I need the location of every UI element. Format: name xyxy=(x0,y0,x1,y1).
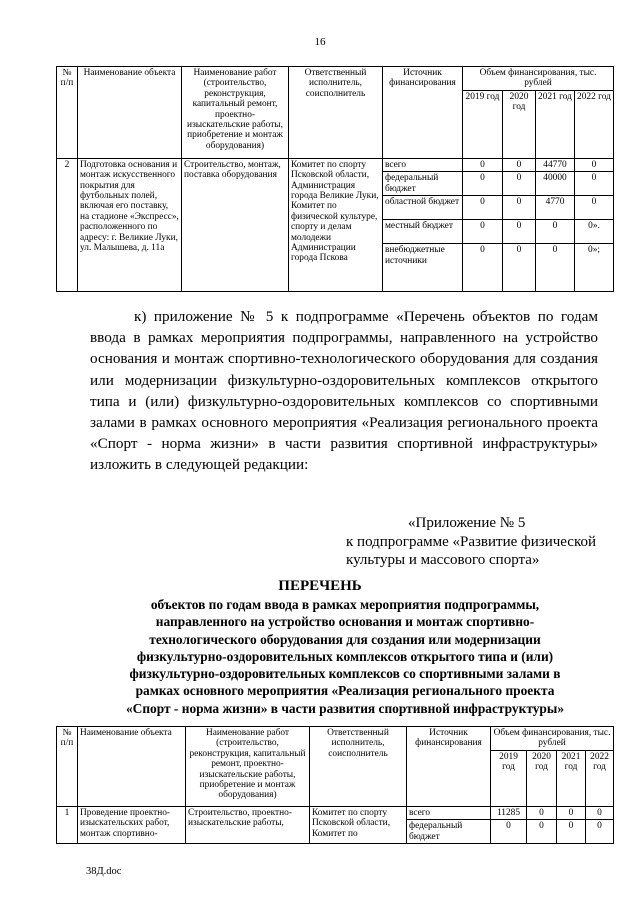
list-title: ПЕРЕЧЕНЬ xyxy=(278,578,362,594)
value-cell: 0 xyxy=(536,220,575,244)
header-num: № п/п xyxy=(57,67,78,159)
header-year: 2019 год xyxy=(491,750,527,806)
value-cell: 0 xyxy=(557,820,586,844)
row-object: Подготовка основания и монтаж искусственного покрытия для футбольных полей, включая его поставку, на стадионе «Экспресс», расположенного по адресу: г. Великие Луки, ул. Малышева, д. 11а xyxy=(78,158,182,291)
value-cell: 0 xyxy=(463,220,503,244)
body-paragraph: к) приложение № 5 к подпрограмме «Перечень объектов по годам ввода в рамках мероприятия подпрограммы, направленного на устройство основания и монтаж спортивно-технологического оборудования для создания или модернизации физкультурно-оздоровительных комплексов открытого типа и (или) физкультурно-оздоровительных комплексов со спортивными залами в рамках основного мероприятия «Реализация регионального проекта «Спорт - норма жизни» в части развития спортивной инфраструктуры» изложить в следующей редакции: xyxy=(90,308,598,474)
value-cell: 0 xyxy=(463,196,503,220)
subtitle-line: технологического оборудования для создания или модернизации xyxy=(149,631,541,647)
row-responsible: Комитет по спорту Псковской области, Администрация города Великие Луки, Комитет по физической культуре, спорту и делам молодежи Администрации города Пскова xyxy=(289,158,383,291)
source-name: местный бюджет xyxy=(383,220,463,244)
footer-filename: 38Д.doc xyxy=(86,866,122,877)
row-works: Строительство, монтаж, поставка оборудования xyxy=(182,158,289,291)
value-cell: 0 xyxy=(503,172,536,196)
value-cell: 0 xyxy=(575,158,614,171)
value-cell: 44770 xyxy=(536,158,575,171)
header-responsible: Ответственный исполнитель, соисполнитель xyxy=(310,727,407,807)
page-number: 16 xyxy=(314,36,326,48)
source-name: всего xyxy=(383,158,463,171)
header-num: № п/п xyxy=(57,727,78,807)
header-year: 2021 год xyxy=(557,750,586,806)
source-name: всего xyxy=(407,806,491,819)
value-cell: 11285 xyxy=(491,806,527,819)
appendix-line: культуры и массового спорта» xyxy=(346,552,540,569)
header-source: Источник финансирования xyxy=(383,67,463,159)
header-year: 2020 год xyxy=(503,90,536,158)
value-cell: 0 xyxy=(491,820,527,844)
value-cell: 0 xyxy=(503,220,536,244)
value-cell: 0 xyxy=(463,172,503,196)
value-cell: 0 xyxy=(463,158,503,171)
value-cell: 0 xyxy=(463,244,503,292)
header-source: Источник финансирования xyxy=(407,727,491,807)
subtitle-line: направленного на устройство основания и монтаж спортивно- xyxy=(155,614,535,630)
list-subtitle xyxy=(80,596,610,717)
row-works: Строительство, проектно-изыскательские работы, xyxy=(186,806,310,843)
header-year: 2022 год xyxy=(586,750,614,806)
header-volume: Объем финансирования, тыс. рублей xyxy=(463,67,614,91)
header-object: Наименование объекта xyxy=(78,67,182,159)
subtitle-line: физкультурно-оздоровительных комплексов со спортивными залами в xyxy=(129,666,561,682)
value-cell: 40000 xyxy=(536,172,575,196)
source-name: областной бюджет xyxy=(383,196,463,220)
header-works: Наименование работ (строительство, реконструкция, капитальный ремонт, проектно-изыскательские работы, приобретение и монтаж оборудования) xyxy=(182,67,289,159)
header-year: 2020 год xyxy=(527,750,557,806)
header-year: 2019 год xyxy=(463,90,503,158)
source-name: федеральный бюджет xyxy=(407,820,491,844)
header-year: 2022 год xyxy=(575,90,614,158)
value-cell: 0 xyxy=(527,806,557,819)
appendix-heading xyxy=(346,514,606,570)
value-cell: 0»; xyxy=(575,244,614,292)
subtitle-line: «Спорт - норма жизни» в части развития спортивной инфраструктуры» xyxy=(125,700,565,716)
source-name: федеральный бюджет xyxy=(383,172,463,196)
header-volume: Объем финансирования, тыс. рублей xyxy=(491,727,614,751)
value-cell: 0 xyxy=(503,244,536,292)
header-year: 2021 год xyxy=(536,90,575,158)
row-num: 1 xyxy=(57,806,78,843)
value-cell: 0 xyxy=(586,820,614,844)
value-cell: 0 xyxy=(557,806,586,819)
appendix-line: «Приложение № 5 xyxy=(408,515,526,531)
value-cell: 0». xyxy=(575,220,614,244)
source-name: внебюджетные источники xyxy=(383,244,463,292)
value-cell: 0 xyxy=(503,158,536,171)
value-cell: 0 xyxy=(536,244,575,292)
table-row xyxy=(57,806,614,819)
subtitle-line: физкультурно-оздоровительных комплексов открытого типа и (или) xyxy=(136,648,554,664)
appendix-line: к подпрограмме «Развитие физической xyxy=(346,533,597,550)
value-cell: 0 xyxy=(586,806,614,819)
header-responsible: Ответственный исполнитель, соисполнитель xyxy=(289,67,383,159)
row-responsible: Комитет по спорту Псковской области, Комитет по xyxy=(310,806,407,843)
financing-table-top xyxy=(56,66,614,292)
subtitle-line: объектов по годам ввода в рамках мероприятия подпрограммы, xyxy=(150,597,540,612)
value-cell: 4770 xyxy=(536,196,575,220)
financing-table-bottom xyxy=(56,726,614,844)
subtitle-line: рамках основного мероприятия «Реализация регионального проекта xyxy=(135,683,555,699)
table-row xyxy=(57,158,614,171)
value-cell: 0 xyxy=(503,196,536,220)
header-works: Наименование работ (строительство, реконструкция, капитальный ремонт, проектно-изыскательские работы, приобретение и монтаж оборудования) xyxy=(186,727,310,807)
row-num: 2 xyxy=(57,158,78,291)
value-cell: 0 xyxy=(575,172,614,196)
value-cell: 0 xyxy=(527,820,557,844)
row-object: Проведение проектно-изыскательских работ, монтаж спортивно- xyxy=(78,806,186,843)
header-object: Наименование объекта xyxy=(78,727,186,807)
value-cell: 0 xyxy=(575,196,614,220)
